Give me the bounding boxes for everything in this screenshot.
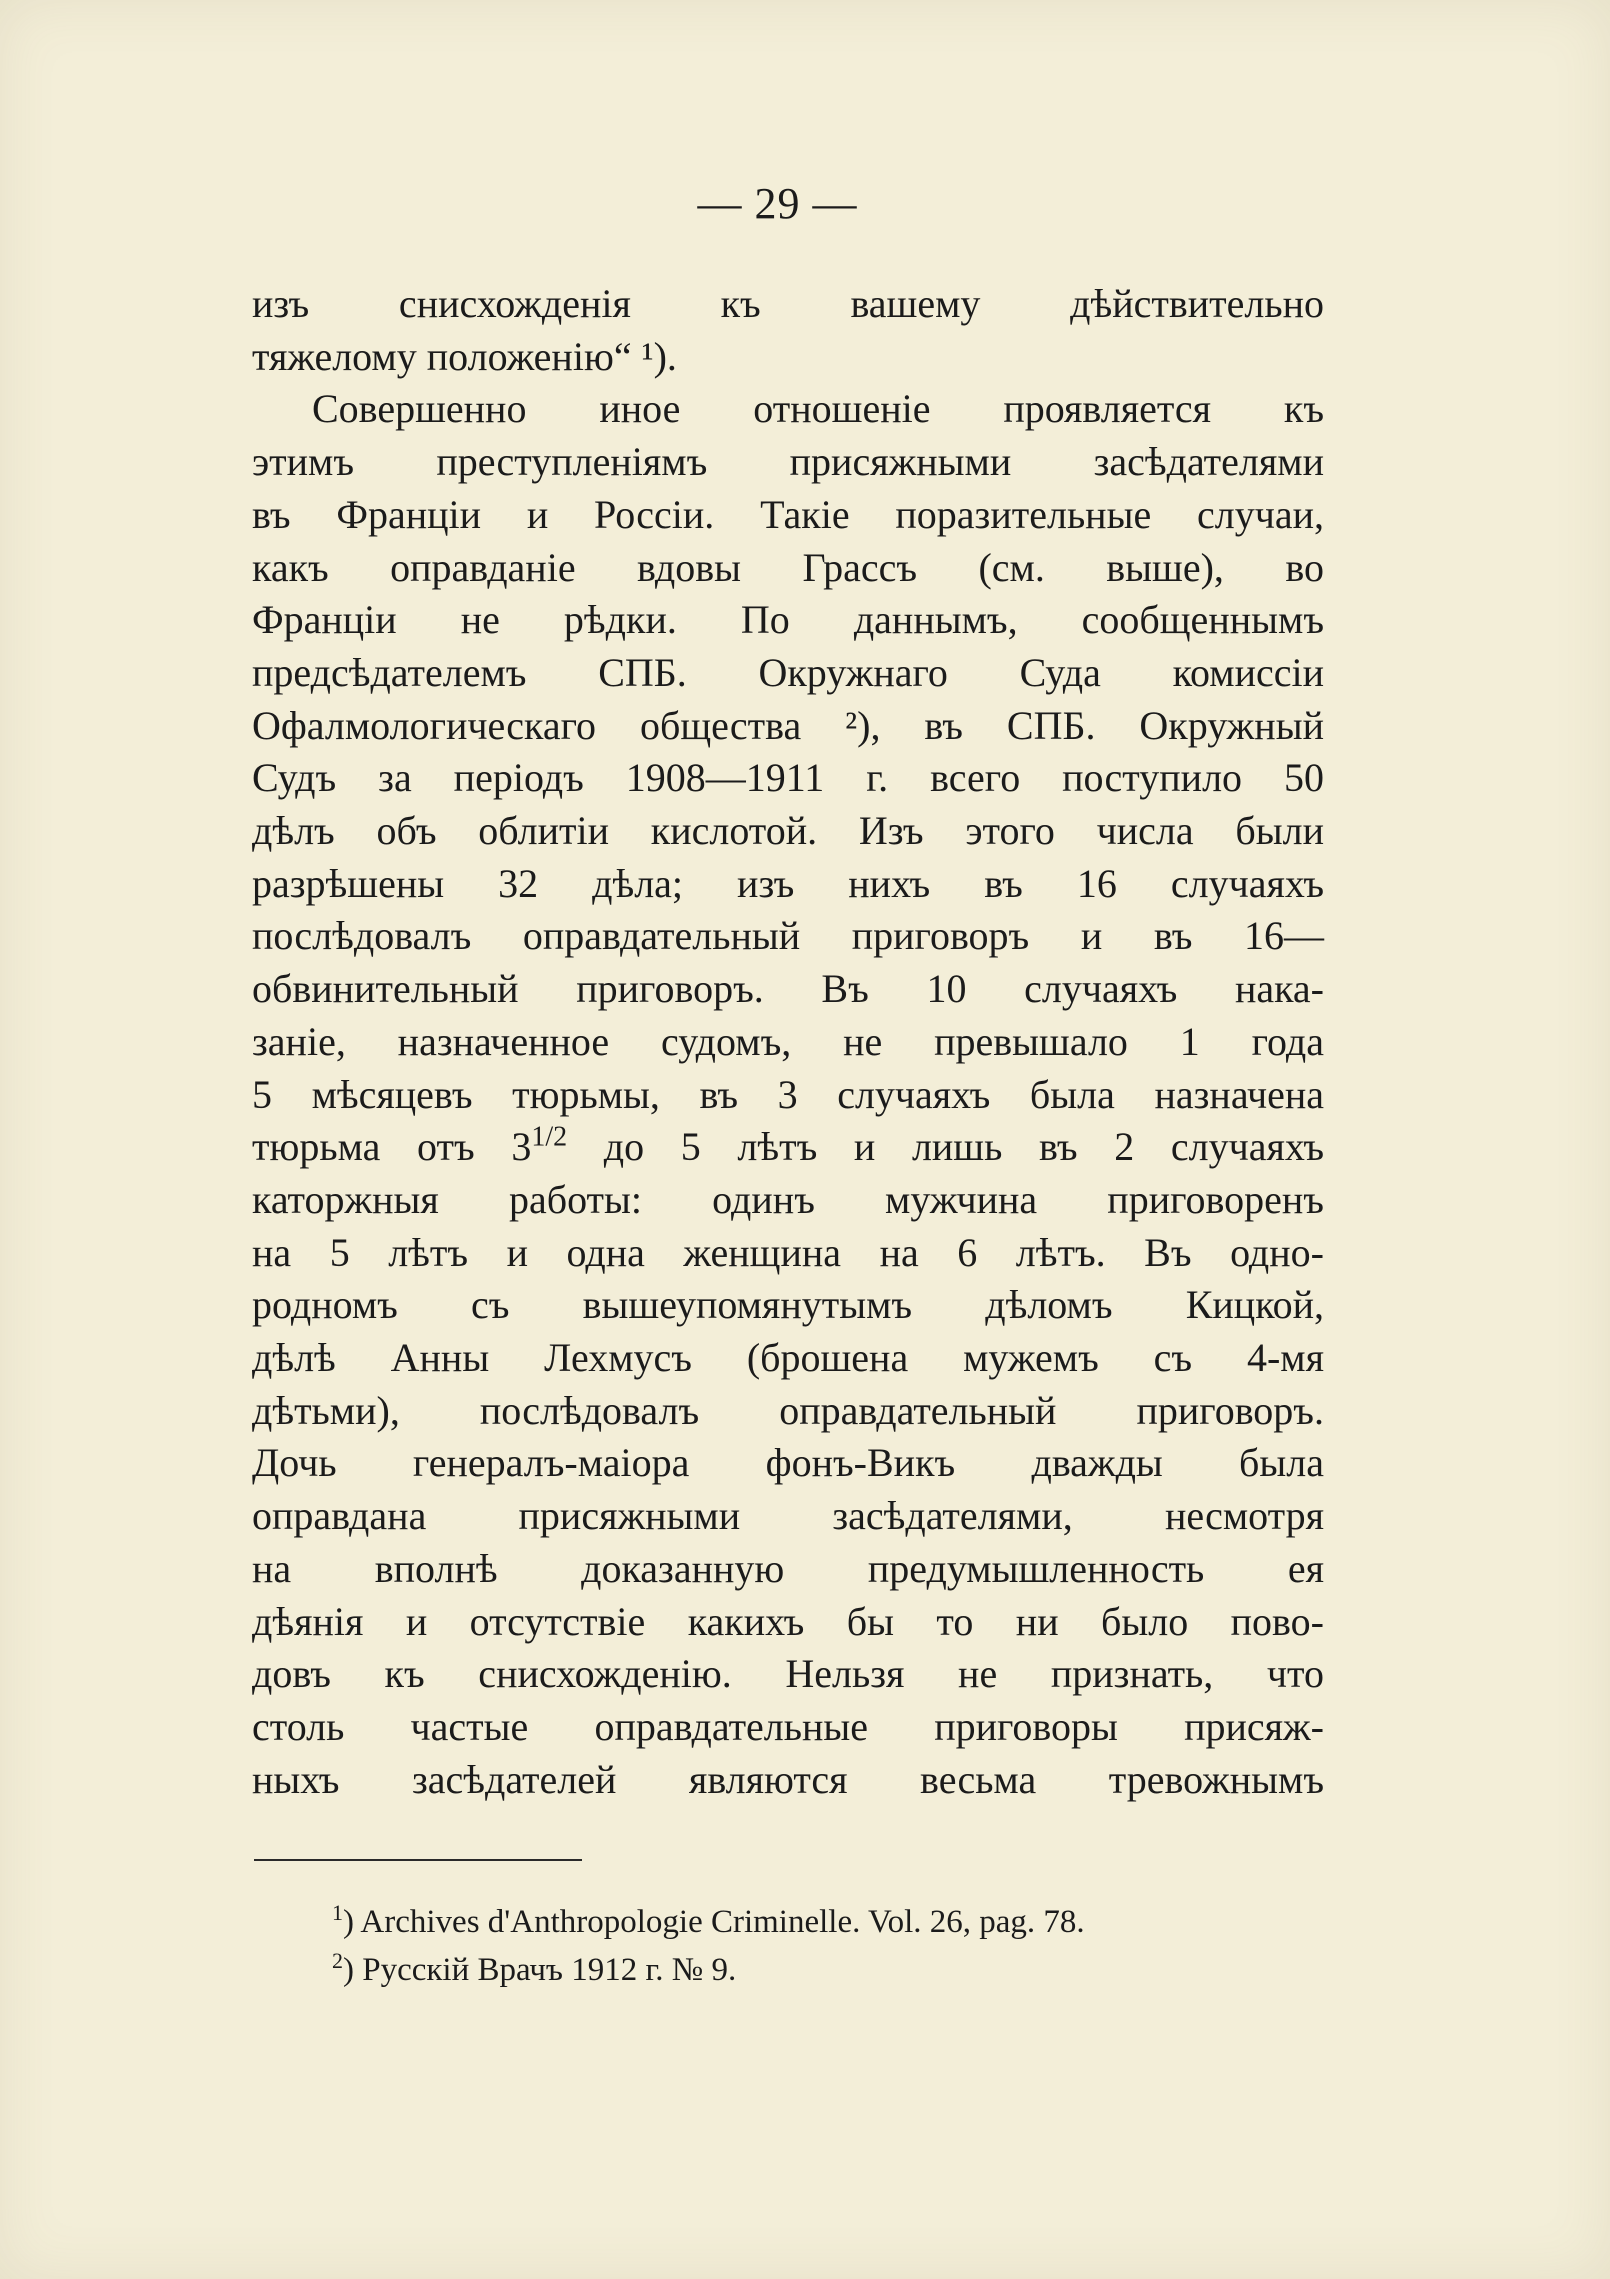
text-line: на 5 лѣтъ и одна женщина на 6 лѣтъ. Въ одно- [252,1229,1324,1275]
text-line: изъ снисхожденія къ вашему дѣйствительно [252,281,1324,326]
text-line: послѣдовалъ оправдательный приговоръ и въ 16— [252,913,1324,959]
body-text [252,278,1324,1806]
text-line: на вполнѣ доказанную предумышленность ея [252,1545,1324,1591]
text-line: этимъ преступленіямъ присяжными засѣдателями [252,439,1324,485]
text-line: дѣянія и отсутствіе какихъ бы то ни было пово- [252,1598,1324,1644]
footnote [332,1946,1332,1994]
text-line: Офалмологическаго общества ²), въ СПБ. Окружный [252,702,1324,748]
text-line: каторжныя работы: одинъ мужчина приговоренъ [252,1176,1324,1222]
footnote [332,1898,1332,1946]
footnote-divider [254,1859,582,1861]
text-line: Совершенно иное отношеніе проявляется къ [312,386,1324,432]
text-line: заніе, назначенное судомъ, не превышало 1 года [252,1018,1324,1064]
text-line: дѣлъ объ облитіи кислотой. Изъ этого числа были [252,808,1324,854]
text-line: 5 мѣсяцевъ тюрьмы, въ 3 случаяхъ была назначена [252,1071,1324,1117]
text-line: предсѣдателемъ СПБ. Окружнаго Суда комиссіи [252,649,1324,695]
text-line: тяжелому положенію“ ¹). [252,333,677,379]
footnote-mark: 1 [332,1900,343,1925]
fraction: 1/2 [531,1121,568,1153]
text-line: столь частые оправдательные приговоры присяж- [252,1703,1324,1749]
footnote-mark: 2 [332,1948,343,1973]
text-line: обвинительный приговоръ. Въ 10 случаяхъ нака- [252,966,1324,1012]
text-line: въ Франціи и Россіи. Такіе поразительные случаи, [252,491,1324,537]
text-line: Франціи не рѣдки. По даннымъ, сообщеннымъ [252,597,1324,643]
text-line: дѣтьми), послѣдовалъ оправдательный приговоръ. [252,1387,1324,1433]
footnotes [332,1898,1332,1994]
text-line: разрѣшены 32 дѣла; изъ нихъ въ 16 случаяхъ [252,860,1324,906]
text-line: ныхъ засѣдателей являются весьма тревожнымъ [252,1756,1324,1802]
text-segment: тюрьма отъ 3 [252,1124,532,1170]
text-line: Дочь генералъ-маіора фонъ-Викъ дважды была [252,1440,1324,1486]
page-number: — 29 — [697,179,858,228]
text-segment: до 5 лѣтъ и лишь въ 2 случаяхъ [603,1124,1325,1170]
text-line [252,1121,1324,1174]
text-line: дѣлѣ Анны Лехмусъ (брошена мужемъ съ 4-мя [252,1335,1324,1381]
text-line: какъ оправданіе вдовы Грассъ (см. выше), во [252,544,1324,590]
text-line: Судъ за періодъ 1908—1911 г. всего поступило 50 [252,755,1324,801]
text-line: оправдана присяжными засѣдателями, несмотря [252,1493,1324,1539]
text-line: довъ къ снисхожденію. Нельзя не признать, что [252,1651,1324,1697]
footnote-text: ) Archives d'Anthropologie Criminelle. Vol. 26, pag. 78. [343,1904,1085,1940]
text-line: родномъ съ вышеупомянутымъ дѣломъ Кицкой, [252,1282,1324,1328]
footnote-text: ) Русскій Врачъ 1912 г. № 9. [343,1952,737,1988]
